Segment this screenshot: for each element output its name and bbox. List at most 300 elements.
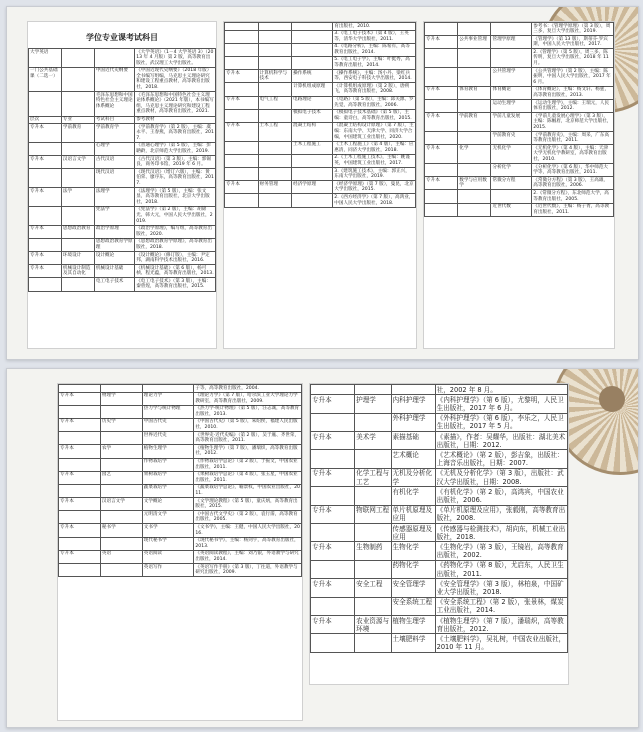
table-cell-c3 — [292, 56, 333, 69]
table-cell-c4: 3.《电工电子技术》（第 4 版），王英等，清华大学出版社，2011. — [333, 30, 416, 43]
table-cell-c3 — [292, 43, 333, 56]
table-row — [29, 265, 216, 278]
table-cell-c3 — [292, 23, 333, 31]
table-cell-c3: 政治学原理 — [94, 225, 134, 238]
table-cell-c1 — [425, 23, 458, 36]
table-cell-c1: 专升本 — [311, 505, 355, 523]
table-cell-c2 — [355, 385, 391, 395]
table-cell-c3: 传感器原理及应用 — [391, 524, 435, 542]
top-preview-sheet — [6, 6, 639, 360]
table-row — [425, 68, 614, 87]
table-cell-c1: 专升本 — [225, 181, 259, 194]
table-cell-c2 — [61, 67, 94, 91]
table-cell-c1 — [311, 385, 355, 395]
table-cell-c4: 《文书学》，主编：王健，中国人民大学出版社，2016. — [195, 524, 300, 536]
table-cell-c1 — [29, 238, 62, 251]
table-row — [225, 141, 416, 154]
table-row — [425, 23, 614, 36]
table-cell-c4: 《中国古代史》（第 5 版），朱绍侯，福建人民出版社，2010. — [194, 418, 302, 431]
table-cell-c2: 历史学 — [100, 418, 142, 431]
table-cell-c1 — [59, 484, 101, 497]
table-cell-c4: 《操作系统》，主编：汤小丹、梁红兵等，西安电子科技大学出版社，2014. — [333, 70, 416, 83]
table-cell-c1 — [225, 43, 259, 56]
table-cell-c4: 《艺术概论》（第 2 版），彭吉象，出版社：上海音乐出版社，日期：2007. — [435, 450, 567, 468]
table-row — [311, 542, 568, 560]
table-cell-c1: 专升本 — [311, 542, 355, 560]
table-row — [311, 560, 568, 578]
table-cell-c3: 毛泽东思想和中国特色社会主义理论体系概论 — [94, 92, 134, 116]
table-cell-c4: 《宪法学》（第 2 版），主编：胡锦光、韩大元，中国人民大学出版社，2019. — [135, 206, 216, 225]
table-cell-c2: 英语 — [100, 550, 142, 563]
table-cell-c4: 2.《土木工程施工技术》，主编：姚谨英，中国建筑工业出版社，2017. — [333, 154, 416, 167]
table-cell-c2: 安全工程 — [355, 579, 391, 597]
table-cell-c3: 思想政治教育学原理 — [94, 238, 134, 251]
table-cell-c4: 《混凝土结构设计原理》（第 7 版），主编：东南大学、天津大学、同济大学合编，中国建筑工业出版社，2020. — [334, 123, 414, 140]
table-cell-c3: 管理学原理 — [491, 36, 532, 49]
table-row — [59, 418, 302, 431]
table-row — [29, 116, 216, 124]
table-cell-c4: 《学前教育学》（第 2 版），主编：虞永平、王春燕，高等教育出版社，2017. — [136, 124, 214, 141]
table-cell-c1: 专升本 — [225, 96, 259, 109]
table-cell-c2: 体育教育 — [458, 86, 491, 99]
table-cell-c2: 计算机科学与技术 — [258, 70, 292, 83]
table-cell-c1: 专升本 — [29, 124, 62, 143]
table-cell-c2: 汉语言文学 — [61, 156, 94, 169]
table-cell-c2: 环境设计 — [61, 252, 94, 265]
document-title: 学位专业课考试科目 — [86, 33, 158, 42]
table-cell-c2: 生物制药 — [355, 542, 391, 560]
table-row — [311, 385, 568, 395]
table-cell-c2: 法学 — [61, 188, 94, 207]
table-row — [425, 86, 614, 99]
table-cell-c1: 专升本 — [59, 498, 101, 511]
table-cell-c4: 《学前儿童发展心理学》（第 3 版），主编：陈帼眉，北京师范大学出版社，2015. — [532, 113, 614, 132]
table-cell-c4: 《电工电子技术》（第 3 版），主编：秦曾煌，高等教育出版社，2015. — [135, 278, 216, 291]
table-row — [59, 511, 302, 524]
table-cell-c2: 土木工程 — [258, 122, 292, 141]
table-cell-c2 — [258, 56, 292, 69]
table-cell-c4: 《作物栽培学总论》（第 2 版），于振文，中国农业出版社，2011. — [194, 458, 302, 471]
table-cell-c4: 《内科护理学》（第 6 版），尤黎明，人民卫生出版社，2017 年 6 月。 — [435, 395, 567, 413]
table-cell-c1 — [225, 23, 259, 31]
table-cell-c1 — [29, 278, 62, 291]
table-cell-c4: 《安全管理学》（第 3 版），林柏泉，中国矿业大学出版社，2018. — [435, 579, 567, 597]
table-cell-c3: 艺术概论 — [391, 450, 435, 468]
table-cell-c4: 《单片机原理及应用》，张毅刚，高等教育出版社，2008. — [435, 505, 567, 523]
table-row — [59, 550, 302, 563]
table-cell-c4: 《植物生理学》（第 7 版），潘瑞炽，高等教育出版社，2012. — [435, 616, 567, 634]
table-cell-c4: 《无机及分析化学》（第 3 版），出版社：武汉大学出版社，日期：2008. — [435, 468, 567, 486]
table-cell-c1: 专升本 — [225, 70, 259, 83]
table-row — [59, 385, 302, 393]
table-cell-c4: 《热力学·统计物理》（第 5 版），汪志诚，高等教育出版社，2013. — [194, 405, 302, 418]
table-cell-c4: 《毛泽东思想和中国特色社会主义理论体系概论》（2021 年版），本书编写组，马克思主义理论研究和建设工程重点教材，高等教育出版社，2021. — [136, 92, 214, 115]
table-cell-c2 — [458, 23, 491, 36]
table-cell-c2 — [458, 132, 491, 145]
table-row — [311, 487, 568, 505]
table-row — [225, 122, 416, 141]
table-cell-c3: 学前教育史 — [491, 132, 532, 145]
table-cell-c2: 汉语言文学 — [100, 498, 142, 511]
table-row — [225, 23, 416, 31]
table-cell-c1 — [225, 141, 259, 154]
table-cell-c3 — [292, 154, 333, 167]
table-row — [59, 471, 302, 484]
exam-table-5 — [310, 384, 568, 653]
table-cell-c3: 药物化学 — [391, 560, 435, 578]
table-cell-c3: 经济学原理 — [292, 181, 333, 194]
table-cell-c3: 心理学 — [94, 142, 134, 155]
table-cell-c3: 生物化学 — [391, 542, 435, 560]
table-cell-c4: 《模拟电子技术基础》（第 5 版），主编：童诗白，高等教育出版社，2015. — [333, 109, 416, 122]
table-row — [59, 524, 302, 537]
table-cell-c3: 外科护理学 — [391, 413, 435, 431]
table-cell-c1: 专升本 — [59, 524, 101, 537]
table-cell-c1 — [311, 560, 355, 578]
table-cell-c2 — [100, 511, 142, 524]
table-cell-c4: 《有机化学》（第 2 版），高鸿宾，中国农业出版社，2006. — [435, 487, 567, 505]
table-cell-c2 — [61, 238, 94, 251]
table-row — [225, 70, 416, 83]
table-cell-c3: 有机化学 — [391, 487, 435, 505]
table-cell-c2: 美术学 — [355, 432, 391, 450]
table-cell-c4: 《常微分方程》（第 3 版），王高雄，高等教育出版社，2006. — [532, 177, 614, 190]
table-cell-c3: 土壤肥料学 — [391, 634, 435, 652]
table-row — [425, 177, 614, 190]
table-cell-c3: 计算机组成原理 — [292, 83, 333, 96]
table-row — [59, 405, 302, 418]
table-cell-c2 — [458, 164, 491, 177]
table-cell-c1 — [311, 634, 355, 652]
table-cell-c2 — [458, 100, 491, 113]
table-cell-c4: 《世界史·近代史编》（第 2 版），吴于廑、齐世荣，高等教育出版社，2011. — [194, 432, 302, 445]
table-row — [311, 413, 568, 431]
table-cell-c2 — [258, 168, 292, 181]
table-cell-c1: 专升本 — [59, 418, 101, 431]
table-cell-c4: 《古代汉语》（第 3 版），主编：郭锡良，商务印书馆，2019 年 6 月。 — [135, 156, 216, 169]
table-cell-c3 — [142, 385, 194, 393]
table-cell-c3: 理论力学 — [142, 392, 194, 405]
table-cell-c1: 层次 — [29, 116, 62, 124]
table-cell-c3: 机械设计基础 — [94, 265, 134, 278]
table-cell-c1 — [59, 511, 101, 524]
table-cell-c4: 《设计概论》（修订版），主编：尹定邦，湖南科学技术出版社，2016. — [135, 252, 216, 265]
table-cell-c1 — [225, 168, 259, 181]
table-cell-c2 — [258, 194, 292, 207]
table-row — [29, 278, 216, 291]
table-cell-c2: 机械设计制造及其自动化 — [61, 265, 94, 278]
table-cell-c2 — [258, 154, 292, 167]
table-cell-c3: 蔬菜栽培学 — [142, 484, 194, 497]
table-cell-c2: 公共事业管理 — [458, 36, 491, 49]
table-cell-c4: 《英语阅读教程》，主编：刘乃银，外语教学与研究出版社，2014. — [194, 550, 302, 563]
table-cell-c1 — [425, 49, 458, 68]
table-cell-c1: 专升本 — [29, 252, 62, 265]
table-cell-c3: 混凝土结构 — [292, 122, 333, 141]
table-row — [225, 83, 416, 96]
table-cell-c4: 育出版社，2010. — [333, 23, 416, 31]
table-cell-c2: 秘书学 — [100, 524, 142, 537]
table-cell-c4: 《经济学原理》（第 7 版），曼昆，北京大学出版社，2015. — [334, 181, 414, 193]
table-cell-c3: 宪法学 — [94, 206, 134, 225]
table-cell-c1 — [59, 405, 101, 418]
table-cell-c1: 专升本 — [311, 432, 355, 450]
table-cell-c2 — [458, 49, 491, 68]
table-cell-c4: 《运动生理学》，主编：王瑞元，人民体育出版社，2012. — [532, 100, 614, 113]
table-cell-c2 — [100, 385, 142, 393]
table-cell-c1 — [425, 164, 458, 177]
table-row — [225, 194, 416, 207]
table-cell-c2 — [61, 278, 94, 291]
table-row — [29, 142, 216, 155]
table-row — [59, 564, 302, 577]
table-cell-c4: 《传感器与检测技术》，胡向东，机械工业出版社，2018. — [435, 524, 567, 542]
table-cell-c1 — [59, 537, 101, 550]
table-cell-c1 — [425, 203, 458, 216]
table-cell-c4: 《管理学》（第 13 版），斯蒂芬·罗宾斯，中国人民大学出版社，2017. — [532, 36, 614, 49]
document-page-1 — [27, 21, 217, 349]
table-row — [311, 432, 568, 450]
table-cell-c1 — [425, 100, 458, 113]
table-cell-c3: 公共管理学 — [491, 68, 532, 87]
table-cell-c1 — [311, 597, 355, 615]
table-cell-c2 — [258, 30, 292, 43]
table-cell-c4: 《体育概论》，主编：杨文轩、杨霆，高等教育出版社，2013. — [532, 86, 614, 99]
table-cell-c3: 植物生理学 — [142, 445, 194, 458]
table-cell-c1 — [425, 68, 458, 87]
table-cell-c4: 《安全系统工程》（第 2 版），张景林，煤炭工业出版社，2014. — [435, 597, 567, 615]
table-cell-c2: 电气工程 — [258, 96, 292, 109]
table-cell-c1: 专升本 — [59, 550, 101, 563]
table-row — [59, 537, 302, 550]
document-page-5 — [309, 383, 569, 685]
table-cell-c2: 思想政治教育 — [61, 225, 94, 238]
table-cell-c2 — [258, 23, 292, 31]
table-row — [29, 67, 216, 91]
table-cell-c2 — [100, 564, 142, 577]
table-cell-c4: 2.《管理学》（第 5 版），周三多、陈传明，复旦大学出版社，2018 年 11 月。 — [532, 49, 614, 68]
table-cell-c1: 专升本 — [225, 122, 259, 141]
table-cell-c4: 《英语写作手册》（第 3 版），丁往道，外语教学与研究出版社，2009. — [194, 564, 302, 577]
table-cell-c3: 常微分方程 — [491, 177, 532, 190]
table-cell-c4: 《分析化学》（第 6 版），华中师范大学等，高等教育出版社，2011. — [532, 164, 614, 177]
table-cell-c1 — [59, 458, 101, 471]
table-row — [29, 238, 216, 251]
table-cell-c1: 专升本 — [311, 395, 355, 413]
table-cell-c1 — [425, 132, 458, 145]
table-cell-c4: 《学前教育史》，主编：周采，广东高等教育出版社，2011. — [532, 132, 614, 145]
table-cell-c4: 《药物化学》（第 8 版），尤启东，人民卫生出版社，2011. — [435, 560, 567, 578]
table-cell-c3: 文书学 — [142, 524, 194, 537]
table-cell-c2: 化学工程与工艺 — [356, 469, 390, 486]
table-cell-c3: 学前儿童发展 — [491, 113, 532, 132]
table-row — [225, 154, 416, 167]
table-cell-c1 — [311, 450, 355, 468]
table-cell-c3: 植物生理学 — [391, 616, 435, 634]
table-cell-c4: 《法理学》（第 5 版），主编：张文显，高等教育出版社，北京大学出版社，2018. — [135, 188, 216, 207]
table-row — [59, 432, 302, 445]
table-cell-c4: 《普通心理学》（第 5 版），主编：彭聃龄，北京师范大学出版社，2019. — [135, 142, 216, 155]
table-row — [311, 597, 568, 615]
table-cell-c3: 设计概论 — [94, 252, 134, 265]
table-cell-c3 — [391, 385, 435, 395]
table-cell-c1 — [311, 524, 355, 542]
table-cell-c4: 《大学英语》（1－4 大学英语 3）（2013 年 4 月版）第 2 版，高等教育出版社，武汉理工大学出版社。 — [135, 49, 216, 68]
table-cell-c2: 数学与应用数学 — [458, 177, 491, 190]
table-row — [29, 92, 216, 116]
table-cell-c3: 安全系统工程 — [391, 597, 435, 615]
exam-table-4 — [58, 384, 302, 577]
table-row — [29, 252, 216, 265]
table-row — [225, 30, 416, 43]
table-cell-c1 — [225, 30, 259, 43]
table-cell-c4: 《计算机组成原理》（第 2 版），唐朔飞，高等教育出版社，2008. — [333, 83, 416, 96]
table-cell-c3: 作物栽培学 — [142, 458, 194, 471]
table-cell-c3 — [292, 194, 333, 207]
table-cell-c1: 专升本 — [29, 156, 62, 169]
table-row — [225, 96, 416, 109]
table-cell-c2 — [355, 634, 391, 652]
table-cell-c2 — [61, 92, 94, 116]
table-cell-c4: 《植物生理学》（第 7 版），潘瑞炽，高等教育出版社，2012. — [194, 445, 302, 458]
table-row — [59, 458, 302, 471]
table-row — [29, 124, 216, 143]
table-cell-c1: 专升本 — [311, 579, 355, 597]
table-row — [311, 616, 568, 634]
table-row — [311, 634, 568, 652]
table-row — [311, 579, 568, 597]
table-cell-c3: 英语写作 — [142, 564, 194, 577]
table-row — [425, 164, 614, 177]
table-cell-c1 — [225, 109, 259, 122]
table-cell-c3 — [491, 190, 532, 203]
table-cell-c1 — [225, 154, 259, 167]
table-cell-c3: 考试科目 — [94, 116, 134, 124]
exam-table-3 — [424, 22, 614, 217]
table-cell-c3: 果树栽培学 — [142, 471, 194, 484]
table-cell-c4: 社，2002 年 8 月。 — [435, 385, 567, 395]
table-row — [29, 206, 216, 225]
table-cell-c3: 中国古代史 — [142, 418, 194, 431]
table-cell-c3: 无机化学 — [491, 145, 532, 164]
table-cell-c1: 专升本 — [425, 113, 458, 132]
exam-table-1 — [28, 48, 216, 292]
table-cell-c3: 体育概论 — [491, 86, 532, 99]
table-cell-c2: 专业 — [61, 116, 94, 124]
table-cell-c1: 专升本 — [59, 471, 101, 484]
table-cell-c2 — [258, 43, 292, 56]
table-row — [29, 188, 216, 207]
table-cell-c3 — [292, 168, 333, 181]
table-cell-c4: 子等，高等教育出版社，2004. — [194, 385, 302, 393]
table-row — [425, 190, 614, 203]
table-cell-c2 — [258, 141, 292, 154]
table-cell-c3: 土木工程施工 — [292, 141, 333, 154]
table-cell-c4: 《素描》，作者：吴耀华，出版社：湖北美术出版社，日期：2012. — [435, 432, 567, 450]
table-cell-c2: 学前教育 — [61, 124, 94, 143]
table-cell-c3: 英语阅读 — [142, 550, 194, 563]
table-cell-c1 — [59, 385, 101, 393]
table-cell-c2: 物理学 — [100, 392, 142, 405]
table-cell-c4: 2.《常微分方程》，东北师范大学，高等教育出版社，2005. — [532, 190, 614, 203]
table-cell-c2: 学前教育 — [458, 113, 491, 132]
table-row — [225, 168, 416, 181]
table-cell-c2 — [355, 597, 391, 615]
table-cell-c1 — [29, 142, 62, 155]
table-cell-c2 — [258, 109, 292, 122]
table-row — [29, 49, 216, 68]
table-cell-c3: 模拟电子技术 — [292, 109, 333, 122]
table-row — [311, 468, 568, 486]
table-cell-c4: 《中国近现代史纲要》（2018 年版）全书编写组编，马克思主义理论研究和建设工程重点教材，高等教育出版社，2018. — [135, 67, 216, 91]
table-cell-c1 — [59, 432, 101, 445]
table-cell-c3 — [491, 23, 532, 36]
table-cell-c3: 学前教育学 — [94, 124, 134, 143]
table-cell-c2 — [100, 458, 142, 471]
table-row — [425, 100, 614, 113]
table-row — [29, 225, 216, 238]
table-row — [59, 498, 302, 511]
table-cell-c4: 《电路》（第 5 版），主编：邱关源、罗先觉，高等教育出版社，2006. — [334, 97, 414, 108]
table-cell-c1: 专升本 — [311, 468, 355, 486]
table-cell-c3: 无机及分析化学 — [391, 468, 435, 486]
table-cell-c3: 分析化学 — [491, 164, 532, 177]
table-cell-c1: 专升本 — [29, 188, 62, 207]
table-cell-c4: 《外科护理学》（第 6 版），李乐之，人民卫生出版社，2017 年 5 月。 — [435, 413, 567, 431]
table-row — [425, 132, 614, 145]
table-row — [59, 484, 302, 497]
table-cell-c4: 《土壤肥料学》，吴礼树，中国农业出版社，2010 年 11 月。 — [435, 634, 567, 652]
table-cell-c4: 《土木工程施工》（第 4 版），主编：应惠清，同济大学出版社，2018. — [334, 142, 414, 153]
table-cell-c1: 专升本 — [311, 616, 355, 634]
table-cell-c4: 《无机化学》（第 4 版），主编：天津大学无机化学教研室，高等教育出版社，2010. — [532, 145, 614, 164]
table-cell-c3 — [94, 49, 134, 68]
table-cell-c3: 现代秘书学 — [142, 537, 194, 550]
table-cell-c3: 古代汉语 — [94, 156, 134, 169]
table-cell-c2: 园艺 — [100, 471, 142, 484]
table-cell-c1 — [225, 83, 259, 96]
table-cell-c2 — [61, 142, 94, 155]
table-cell-c2 — [458, 203, 491, 216]
table-row — [311, 395, 568, 413]
table-cell-c3: 世界近代史 — [142, 432, 194, 445]
table-cell-c3: 近世代数 — [491, 203, 532, 216]
table-cell-c1: 专升本 — [59, 392, 101, 405]
table-row — [225, 181, 416, 194]
table-cell-c1: 专升本 — [425, 86, 458, 99]
table-cell-c1: 大学英语 — [29, 49, 62, 68]
exam-table-2 — [224, 22, 416, 208]
table-row — [29, 156, 216, 169]
table-cell-c1 — [425, 190, 458, 203]
table-row — [425, 113, 614, 132]
table-cell-c2: 物联网工程 — [355, 505, 391, 523]
table-cell-c1 — [225, 56, 259, 69]
table-row — [311, 450, 568, 468]
table-cell-c3 — [292, 30, 333, 43]
table-cell-c2 — [258, 83, 292, 96]
table-row — [425, 145, 614, 164]
table-cell-c3: 热力学与统计物理 — [142, 405, 194, 418]
table-cell-c3: 单片机原理及应用 — [391, 505, 435, 523]
table-cell-c4: 《生物化学》（第 3 版），王镜岩，高等教育出版社，2002. — [435, 542, 567, 560]
table-cell-c3: 文学概论 — [142, 498, 194, 511]
table-row — [425, 49, 614, 68]
table-row — [225, 109, 416, 122]
table-cell-c3: 操作系统 — [292, 70, 333, 83]
table-cell-c2 — [355, 487, 391, 505]
document-page-2 — [223, 21, 417, 349]
